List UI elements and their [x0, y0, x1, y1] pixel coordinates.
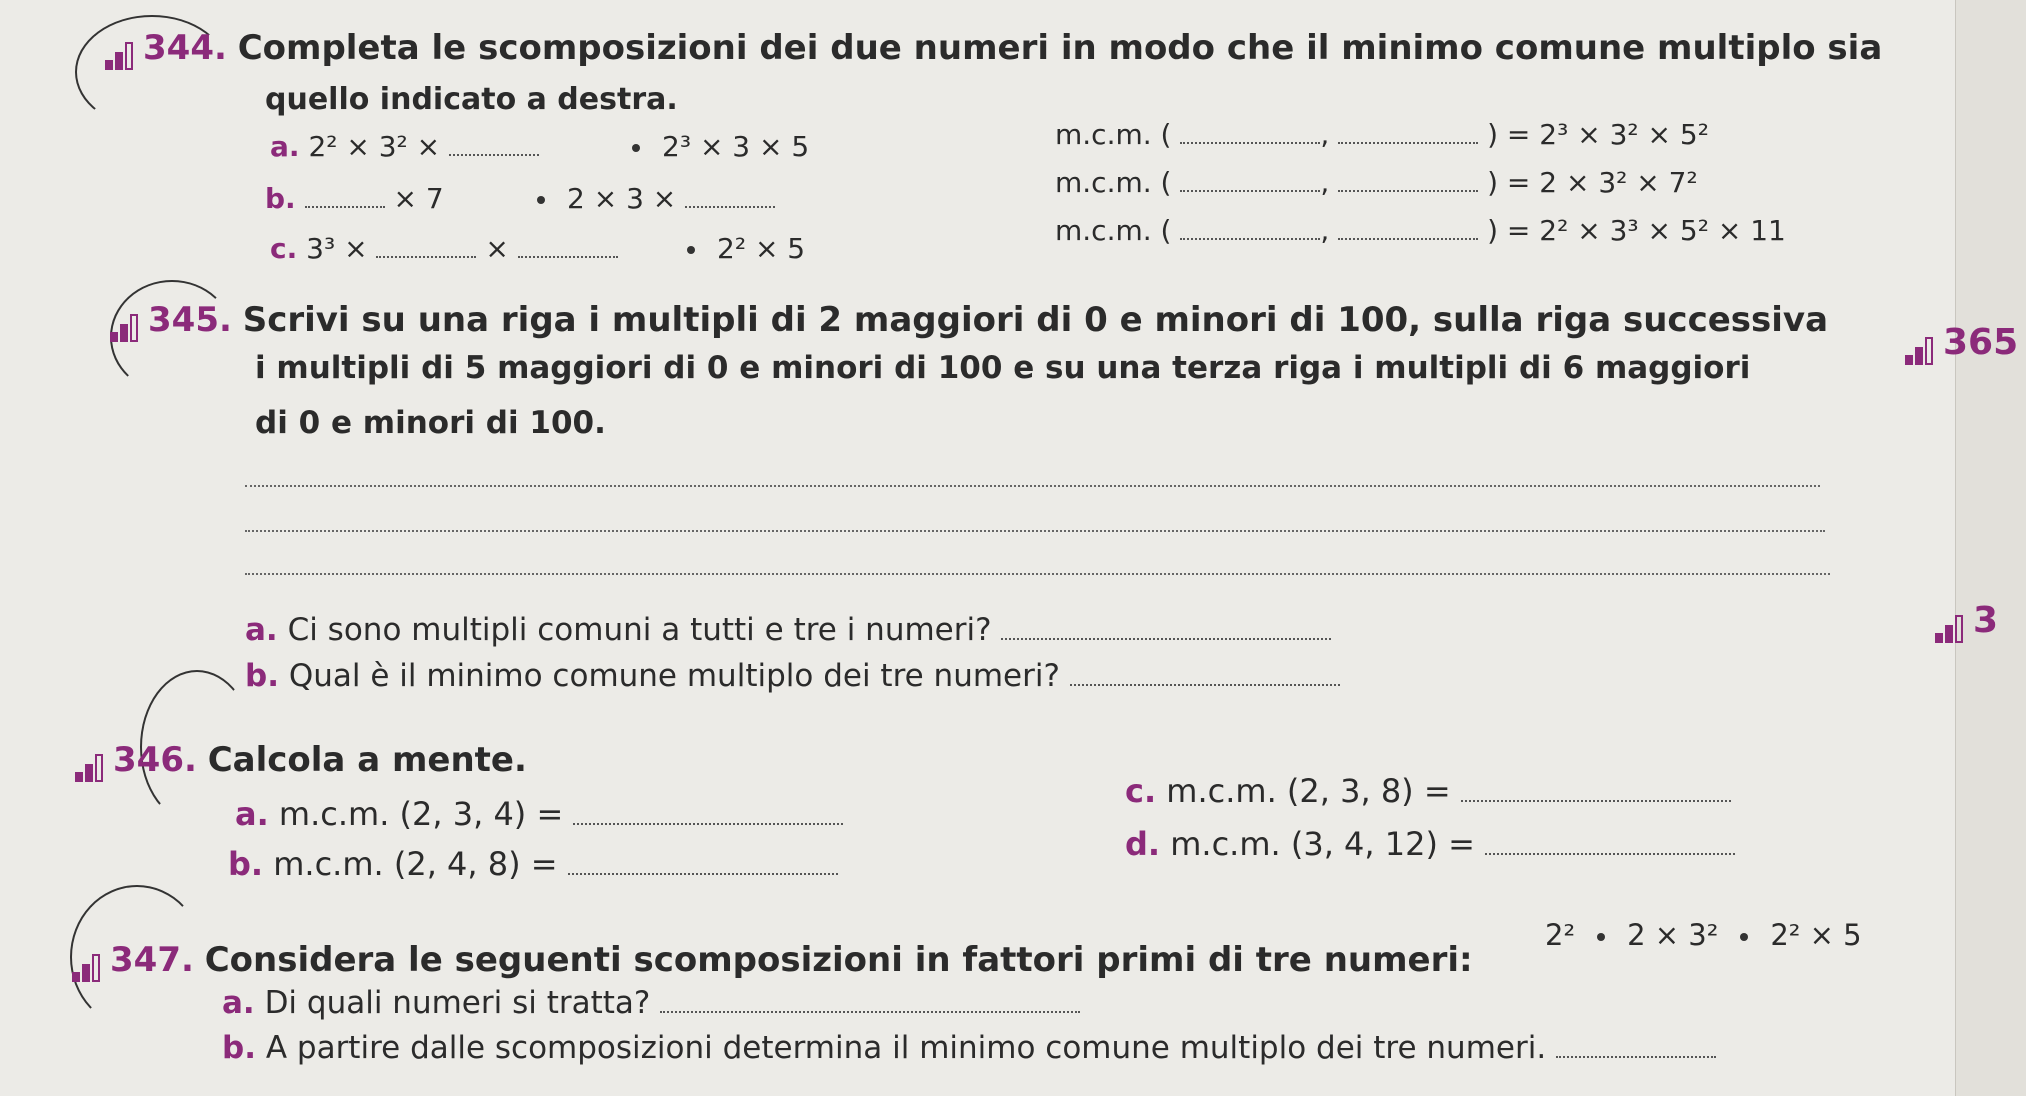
answer-blank[interactable]	[1180, 238, 1320, 240]
exercise-number: 344.	[143, 28, 227, 68]
answer-line[interactable]	[245, 530, 1825, 532]
answer-line[interactable]	[245, 485, 1820, 487]
item-label: c.	[1125, 772, 1157, 810]
item-expression: 2² × 3² ×	[308, 130, 441, 163]
mcm-result: ) = 2 × 3² × 7²	[1487, 166, 1698, 199]
question-345a	[245, 612, 1331, 648]
instruction-text: Completa le scomposizioni dei due numeri in modo che il minimo comune multiplo sia	[237, 28, 1883, 68]
factorization-2: 2 × 3²	[1627, 918, 1719, 952]
item-expression: 2² × 5	[717, 232, 806, 265]
item-label: a.	[222, 985, 255, 1021]
mcm-label: m.c.m. (	[1055, 118, 1172, 151]
difficulty-icon	[72, 942, 100, 982]
question-text: Qual è il minimo comune multiplo dei tre numeri?	[288, 658, 1060, 694]
question-text: Di quali numeri si tratta?	[264, 985, 651, 1021]
mcm-result: ) = 2³ × 3² × 5²	[1487, 118, 1709, 151]
answer-blank[interactable]	[568, 873, 838, 875]
item-label: b.	[265, 182, 296, 215]
answer-blank[interactable]	[449, 154, 539, 156]
item-label: b.	[245, 658, 279, 694]
item-344a-mcm: m.c.m. ( , ) = 2³ × 3² × 5²	[1055, 118, 1709, 151]
item-label: a.	[235, 795, 269, 833]
item-344a-bullet	[610, 130, 809, 163]
answer-blank[interactable]	[1180, 142, 1320, 144]
question-text: Ci sono multipli comuni a tutti e tre i numeri?	[287, 612, 992, 648]
question-345b	[245, 658, 1340, 694]
exercise-number: 346.	[113, 740, 197, 780]
factorization-1: 2²	[1545, 918, 1576, 952]
item-346a	[235, 795, 843, 833]
item-expression: ×	[485, 232, 509, 265]
answer-blank[interactable]	[305, 206, 385, 208]
item-label: a.	[245, 612, 278, 648]
mcm-label: m.c.m. (	[1055, 214, 1172, 247]
item-346b	[228, 845, 838, 883]
answer-blank[interactable]	[573, 823, 843, 825]
item-expression: m.c.m. (2, 3, 8) =	[1166, 772, 1451, 810]
question-text: A partire dalle scomposizioni determina il minimo comune multiplo dei tre numeri.	[265, 1030, 1547, 1066]
instruction-text: Scrivi su una riga i multipli di 2 maggiori di 0 e minori di 100, sulla riga successiva	[242, 300, 1829, 340]
item-344b-mcm: m.c.m. ( , ) = 2 × 3² × 7²	[1055, 166, 1698, 199]
instruction-text-3: di 0 e minori di 100.	[255, 405, 606, 441]
item-label: c.	[270, 232, 298, 265]
question-347b	[222, 1030, 1716, 1066]
answer-blank[interactable]	[376, 256, 476, 258]
factorizations	[1545, 918, 1862, 952]
item-expression: m.c.m. (2, 4, 8) =	[273, 845, 558, 883]
exercise-346-title	[75, 740, 527, 782]
item-344c-mcm: m.c.m. ( , ) = 2² × 3³ × 5² × 11	[1055, 214, 1786, 247]
margin-number: 3	[1973, 600, 1999, 641]
item-label: b.	[222, 1030, 256, 1066]
answer-blank[interactable]	[518, 256, 618, 258]
factorization-3: 2² × 5	[1770, 918, 1862, 952]
answer-blank[interactable]	[1001, 638, 1331, 640]
item-344b-bullet	[515, 182, 775, 215]
answer-blank[interactable]	[1338, 238, 1478, 240]
margin-ref-1	[1905, 322, 2018, 365]
exercise-number: 345.	[148, 300, 232, 340]
item-expression: m.c.m. (3, 4, 12) =	[1170, 825, 1475, 863]
item-expression: 2³ × 3 × 5	[662, 130, 810, 163]
answer-blank[interactable]	[660, 1011, 1080, 1013]
instruction-text-2: quello indicato a destra.	[265, 82, 678, 117]
answer-blank[interactable]	[685, 206, 775, 208]
answer-blank[interactable]	[1485, 853, 1735, 855]
instruction-text-2: i multipli di 5 maggiori di 0 e minori di 100 e su una terza riga i multipli di 6 maggiori	[255, 350, 1751, 386]
page-margin	[1955, 0, 2026, 1096]
item-expression: 2 × 3 ×	[567, 182, 677, 215]
item-expression: × 7	[393, 182, 444, 215]
difficulty-icon	[1905, 324, 1933, 365]
item-expression: 3³ ×	[306, 232, 368, 265]
answer-blank[interactable]	[1556, 1056, 1716, 1058]
instruction-text: Calcola a mente.	[207, 740, 527, 780]
item-344a	[270, 130, 539, 163]
answer-blank[interactable]	[1338, 190, 1478, 192]
difficulty-icon	[1935, 602, 1963, 643]
item-label: a.	[270, 130, 300, 163]
answer-blank[interactable]	[1461, 800, 1731, 802]
margin-number: 365	[1943, 322, 2019, 363]
item-344c	[270, 232, 618, 265]
difficulty-icon	[110, 302, 138, 342]
question-347a	[222, 985, 1080, 1021]
difficulty-icon	[105, 30, 133, 70]
exercise-number: 347.	[110, 940, 194, 980]
answer-blank[interactable]	[1180, 190, 1320, 192]
instruction-text: Considera le seguenti scomposizioni in fattori primi di tre numeri:	[204, 940, 1473, 980]
item-expression: m.c.m. (2, 3, 4) =	[278, 795, 564, 833]
mcm-result: ) = 2² × 3³ × 5² × 11	[1487, 214, 1786, 247]
difficulty-icon	[75, 742, 103, 782]
answer-blank[interactable]	[1338, 142, 1478, 144]
item-label: b.	[228, 845, 264, 883]
item-346c	[1125, 772, 1731, 810]
exercise-345-title	[110, 300, 1828, 342]
exercise-344-title	[105, 28, 1882, 70]
item-344c-bullet	[665, 232, 805, 265]
item-344b	[265, 182, 444, 215]
mcm-label: m.c.m. (	[1055, 166, 1172, 199]
item-label: d.	[1125, 825, 1161, 863]
item-346d	[1125, 825, 1735, 863]
margin-ref-2	[1935, 600, 1998, 643]
answer-line[interactable]	[245, 573, 1830, 575]
exercise-347-title	[72, 940, 1473, 982]
answer-blank[interactable]	[1070, 684, 1340, 686]
